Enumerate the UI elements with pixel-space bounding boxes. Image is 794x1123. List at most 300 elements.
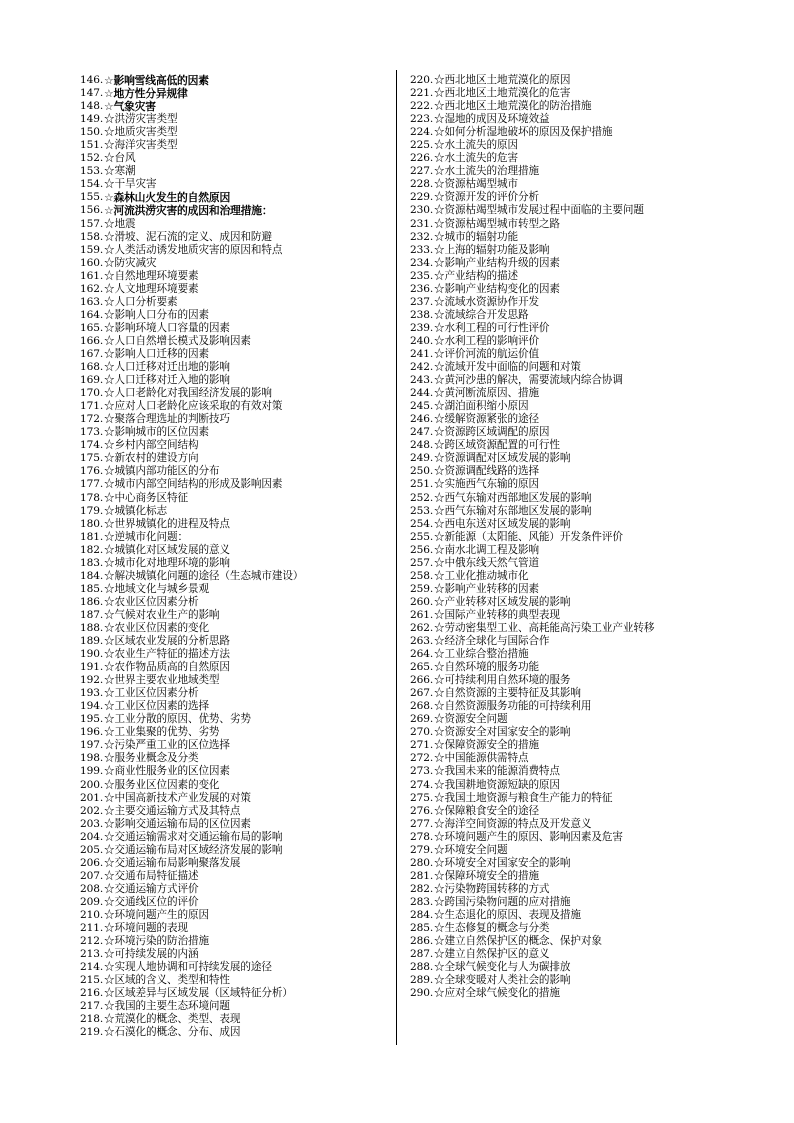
item-text: ☆评价河流的航运价值 [434, 347, 539, 360]
item-text: ☆乡村内部空间结构 [104, 439, 199, 452]
item-text: ☆水利工程的可行性评价 [434, 321, 550, 334]
item-number: 265. [410, 661, 434, 674]
list-item [80, 244, 396, 257]
item-text: ☆如何分析湿地破坏的原因及保护措施 [434, 126, 613, 139]
list-item [410, 139, 780, 152]
list-item [410, 818, 780, 831]
item-number: 157. [80, 217, 104, 230]
item-number: 205. [80, 843, 104, 856]
item-text: ☆应对全球气候变化的措施 [434, 987, 560, 1000]
item-text: ☆滑坡、泥石流的定义、成因和防避 [104, 230, 272, 243]
item-text: ☆工业集聚的优势、劣势 [104, 726, 220, 739]
item-text: ☆保障资源安全的措施 [434, 739, 539, 752]
list-item [410, 152, 780, 165]
item-number: 170. [80, 387, 104, 400]
item-text: ☆逆城市化问题： [104, 530, 188, 543]
list-item [80, 1013, 396, 1026]
list-item [410, 452, 780, 465]
list-item [410, 335, 780, 348]
item-number: 187. [80, 608, 104, 621]
item-number: 242. [410, 361, 434, 374]
item-number: 216. [80, 987, 104, 1000]
item-number: 166. [80, 334, 104, 347]
item-number: 276. [410, 804, 434, 817]
item-number: 158. [80, 230, 104, 243]
item-text: ☆劳动密集型工业、高耗能高污染工业产业转移 [434, 621, 655, 634]
item-number: 226. [410, 152, 434, 165]
item-text: ☆可持续发展的内涵 [104, 948, 199, 961]
item-text: ☆主要交通运输方式及其特点 [104, 804, 241, 817]
item-text: ☆城市化对地理环境的影响 [104, 556, 230, 569]
list-item [80, 270, 396, 283]
item-text: ☆工业化推动城市化 [434, 569, 529, 582]
list-item [80, 400, 396, 413]
list-item [410, 191, 780, 204]
item-text: ☆新能源（太阳能、风能）开发条件评价 [434, 530, 623, 543]
list-item [80, 909, 396, 922]
item-number: 236. [410, 282, 434, 295]
item-number: 249. [410, 452, 434, 465]
item-number: 181. [80, 530, 104, 543]
item-text: ☆自然资源的主要特征及其影响 [434, 687, 581, 700]
item-number: 246. [410, 413, 434, 426]
item-text: ☆气象灾害 [104, 100, 156, 114]
item-number: 176. [80, 465, 104, 478]
list-item [80, 609, 396, 622]
item-number: 261. [410, 608, 434, 621]
item-text: ☆人口老龄化对我国经济发展的影响 [104, 387, 272, 400]
list-item [410, 739, 780, 752]
item-number: 224. [410, 126, 434, 139]
list-item [410, 544, 780, 557]
item-text: ☆流域水资源协作开发 [434, 295, 539, 308]
right-column-list [410, 74, 780, 1000]
item-number: 168. [80, 361, 104, 374]
list-item [80, 726, 396, 739]
item-number: 151. [80, 139, 104, 152]
list-item [80, 191, 396, 204]
item-text: ☆缓解资源紧张的途径 [434, 413, 539, 426]
list-item [410, 218, 780, 231]
item-text: ☆自然资源服务功能的可持续利用 [434, 700, 592, 713]
item-text: ☆影响环境人口容量的因素 [104, 321, 230, 334]
list-item [80, 739, 396, 752]
item-number: 219. [80, 1026, 104, 1039]
item-number: 277. [410, 817, 434, 830]
list-item [80, 818, 396, 831]
item-number: 221. [410, 87, 434, 100]
item-number: 218. [80, 1013, 104, 1026]
list-item [410, 439, 780, 452]
item-text: ☆我国土地资源与粮食生产能力的特征 [434, 791, 613, 804]
item-number: 175. [80, 452, 104, 465]
item-text: ☆影响人口分布的因素 [104, 308, 209, 321]
item-number: 239. [410, 321, 434, 334]
item-text: ☆湖泊面积缩小原因 [434, 400, 529, 413]
item-number: 252. [410, 491, 434, 504]
item-number: 195. [80, 713, 104, 726]
list-item [410, 478, 780, 491]
item-text: ☆城市内部空间结构的形成及影响因素 [104, 478, 283, 491]
item-number: 207. [80, 869, 104, 882]
item-number: 204. [80, 830, 104, 843]
item-text: ☆生态修复的概念与分类 [434, 922, 550, 935]
item-number: 173. [80, 426, 104, 439]
item-number: 289. [410, 974, 434, 987]
item-text: ☆交通运输方式评价 [104, 882, 199, 895]
list-item [80, 961, 396, 974]
item-number: 264. [410, 648, 434, 661]
item-text: ☆资源安全对国家安全的影响 [434, 726, 571, 739]
list-item [80, 844, 396, 857]
item-number: 211. [80, 922, 104, 935]
item-number: 253. [410, 504, 434, 517]
item-text: ☆湿地的成因及环境效益 [434, 113, 550, 126]
item-number: 254. [410, 517, 434, 530]
item-text: ☆实现人地协调和可持续发展的途径 [104, 961, 272, 974]
item-text: ☆服务业区位因素的变化 [104, 778, 220, 791]
item-number: 186. [80, 595, 104, 608]
item-number: 161. [80, 269, 104, 282]
list-item [80, 935, 396, 948]
item-text: ☆水土流失的治理措施 [434, 165, 539, 178]
list-item [410, 726, 780, 739]
item-text: ☆中心商务区特征 [104, 491, 188, 504]
list-item [80, 648, 396, 661]
list-item [410, 570, 780, 583]
list-item [410, 857, 780, 870]
list-item [410, 622, 780, 635]
list-item [410, 557, 780, 570]
item-number: 147. [80, 87, 104, 100]
item-number: 152. [80, 152, 104, 165]
item-number: 163. [80, 295, 104, 308]
item-text: ☆地域文化与城乡景观 [104, 582, 209, 595]
item-text: ☆水土流失的危害 [434, 152, 518, 165]
list-item [80, 1026, 396, 1039]
item-number: 259. [410, 582, 434, 595]
item-text: ☆全球气候变化与人为碳排放 [434, 961, 571, 974]
item-number: 199. [80, 765, 104, 778]
list-item [80, 974, 396, 987]
item-number: 245. [410, 400, 434, 413]
item-number: 229. [410, 191, 434, 204]
item-text: ☆环境问题的表现 [104, 922, 188, 935]
item-text: ☆我国耕地资源短缺的原因 [434, 778, 560, 791]
item-text: ☆实施西气东输的原因 [434, 478, 539, 491]
list-item [80, 583, 396, 596]
list-item [80, 87, 396, 100]
item-text: ☆影响产业转移的因素 [434, 582, 539, 595]
item-text: ☆农业区位因素的变化 [104, 621, 209, 634]
item-number: 179. [80, 504, 104, 517]
item-text: ☆流域开发中面临的问题和对策 [434, 361, 581, 374]
item-number: 217. [80, 1000, 104, 1013]
item-text: ☆影响交通运输布局的区位因素 [104, 817, 251, 830]
item-number: 171. [80, 400, 104, 413]
item-number: 172. [80, 413, 104, 426]
list-item [410, 805, 780, 818]
item-number: 183. [80, 556, 104, 569]
list-item [410, 935, 780, 948]
list-item [80, 765, 396, 778]
item-text: ☆城镇内部功能区的分布 [104, 465, 220, 478]
item-text: ☆中国能源供需特点 [434, 752, 529, 765]
list-item [80, 544, 396, 557]
item-text: ☆聚落合理选址的判断技巧 [104, 413, 230, 426]
item-number: 156. [80, 204, 104, 217]
list-item [80, 178, 396, 191]
item-number: 178. [80, 491, 104, 504]
item-text: ☆建立自然保护区的概念、保护对象 [434, 935, 602, 948]
list-item [410, 100, 780, 113]
item-number: 185. [80, 582, 104, 595]
item-number: 266. [410, 674, 434, 687]
list-item [410, 779, 780, 792]
item-text: ☆中国高新技术产业发展的对策 [104, 791, 251, 804]
list-item [80, 661, 396, 674]
item-number: 153. [80, 165, 104, 178]
item-number: 258. [410, 569, 434, 582]
item-text: ☆影响雪线高低的因素 [104, 74, 209, 87]
item-text: ☆西北地区土地荒漠化的原因 [434, 74, 571, 86]
item-text: ☆台风 [104, 152, 136, 165]
item-text: ☆地震 [104, 217, 136, 230]
item-text: ☆产业结构的描述 [434, 269, 518, 282]
item-number: 188. [80, 621, 104, 634]
item-number: 230. [410, 204, 434, 217]
list-item [80, 1000, 396, 1013]
list-item [80, 322, 396, 335]
item-number: 255. [410, 530, 434, 543]
item-text: ☆城镇化标志 [104, 504, 167, 517]
list-item [410, 387, 780, 400]
list-item [410, 465, 780, 478]
left-column-list [80, 74, 396, 1039]
item-text: ☆资源枯竭型城市发展过程中面临的主要问题 [434, 204, 644, 217]
item-text: ☆水利工程的影响评价 [434, 334, 539, 347]
list-item [410, 713, 780, 726]
list-item [80, 257, 396, 270]
list-item [410, 961, 780, 974]
list-item [80, 857, 396, 870]
item-text: ☆人口迁移对迁入地的影响 [104, 374, 230, 387]
item-text: ☆环境安全问题 [434, 843, 508, 856]
item-text: ☆人类活动诱发地质灾害的原因和特点 [104, 243, 283, 256]
item-text: ☆西北地区土地荒漠化的危害 [434, 87, 571, 100]
item-number: 268. [410, 700, 434, 713]
list-item [80, 635, 396, 648]
item-number: 208. [80, 882, 104, 895]
list-item [80, 687, 396, 700]
list-item [80, 531, 396, 544]
list-item [410, 165, 780, 178]
item-text: ☆解决城镇化问题的途径（生态城市建设） [104, 569, 304, 582]
item-number: 279. [410, 843, 434, 856]
item-number: 284. [410, 909, 434, 921]
item-number: 191. [80, 661, 104, 674]
list-item [80, 987, 396, 1000]
list-item [410, 844, 780, 857]
item-text: ☆交通运输布局对区域经济发展的影响 [104, 843, 283, 856]
list-item [410, 204, 780, 217]
item-text: ☆区域的含义、类型和特性 [104, 974, 230, 987]
item-text: ☆保障环境安全的措施 [434, 869, 539, 882]
item-text: ☆流域综合开发思路 [434, 308, 529, 321]
item-number: 270. [410, 726, 434, 739]
item-number: 256. [410, 543, 434, 556]
item-text: ☆跨区域资源配置的可行性 [434, 439, 560, 452]
item-text: ☆西北地区土地荒漠化的防治措施 [434, 100, 592, 113]
item-text: ☆交通线区位的评价 [104, 895, 199, 908]
item-number: 260. [410, 595, 434, 608]
item-text: ☆资源调配对区域发展的影响 [434, 452, 571, 465]
item-text: ☆环境污染的防治措施 [104, 935, 209, 948]
item-number: 149. [80, 113, 104, 126]
item-text: ☆世界城镇化的进程及特点 [104, 517, 230, 530]
item-text: ☆交通运输布局影响聚落发展 [104, 856, 241, 869]
item-text: ☆自然环境的服务功能 [434, 661, 539, 674]
list-item [410, 113, 780, 126]
list-item [80, 452, 396, 465]
item-number: 235. [410, 269, 434, 282]
list-item [410, 648, 780, 661]
item-number: 273. [410, 765, 434, 778]
item-text: ☆洪涝灾害类型 [104, 113, 178, 126]
list-item [410, 974, 780, 987]
item-text: ☆资源枯竭型城市转型之路 [434, 217, 560, 230]
item-text: ☆我国的主要生态环境问题 [104, 1000, 230, 1013]
item-number: 210. [80, 909, 104, 921]
list-item [410, 283, 780, 296]
item-text: ☆污染物跨国转移的方式 [434, 882, 550, 895]
list-item [80, 74, 396, 87]
item-text: ☆影响产业结构升级的因素 [434, 256, 560, 269]
item-number: 271. [410, 739, 434, 752]
item-number: 267. [410, 687, 434, 700]
list-item [80, 948, 396, 961]
list-item [80, 335, 396, 348]
item-text: ☆生态退化的原因、表现及措施 [434, 909, 581, 921]
item-number: 288. [410, 961, 434, 974]
item-number: 237. [410, 295, 434, 308]
item-number: 233. [410, 243, 434, 256]
item-number: 214. [80, 961, 104, 974]
item-text: ☆中俄东线天然气管道 [434, 556, 539, 569]
item-text: ☆寒潮 [104, 165, 136, 178]
item-text: ☆交通运输需求对交通运输布局的影响 [104, 830, 283, 843]
item-number: 162. [80, 282, 104, 295]
item-number: 272. [410, 752, 434, 765]
list-item [80, 426, 396, 439]
item-text: ☆西电东送对区域发展的影响 [434, 517, 571, 530]
list-item [80, 674, 396, 687]
list-item [410, 413, 780, 426]
list-item [80, 870, 396, 883]
item-text: ☆海洋空间资源的特点及开发意义 [434, 817, 592, 830]
list-item [80, 779, 396, 792]
item-text: ☆影响人口迁移的因素 [104, 347, 209, 360]
list-item [80, 922, 396, 935]
item-text: ☆环境问题产生的原因、影响因素及危害 [434, 830, 623, 843]
item-number: 275. [410, 791, 434, 804]
item-number: 232. [410, 230, 434, 243]
list-item [80, 348, 396, 361]
list-item [80, 896, 396, 909]
item-text: ☆上海的辐射功能及影响 [434, 243, 550, 256]
item-text: ☆区域农业发展的分析思路 [104, 635, 230, 648]
item-text: ☆资源安全问题 [434, 713, 508, 726]
item-number: 184. [80, 569, 104, 582]
list-item [80, 413, 396, 426]
list-item [80, 439, 396, 452]
list-item [80, 231, 396, 244]
list-item [410, 831, 780, 844]
item-text: ☆农业生产特征的描述方法 [104, 648, 230, 661]
item-number: 155. [80, 191, 104, 204]
list-item [410, 309, 780, 322]
item-text: ☆城市的辐射功能 [434, 230, 518, 243]
item-text: ☆人口分析要素 [104, 295, 178, 308]
item-text: ☆气候对农业生产的影响 [104, 608, 220, 621]
item-number: 286. [410, 935, 434, 948]
item-number: 196. [80, 726, 104, 739]
item-text: ☆资源跨区域调配的原因 [434, 426, 550, 439]
item-number: 281. [410, 869, 434, 882]
item-text: ☆干旱灾害 [104, 178, 157, 191]
item-number: 213. [80, 948, 104, 961]
item-text: ☆应对人口老龄化应该采取的有效对策 [104, 400, 283, 413]
item-number: 189. [80, 635, 104, 648]
list-item [410, 518, 780, 531]
item-number: 167. [80, 347, 104, 360]
list-item [410, 178, 780, 191]
list-item [80, 713, 396, 726]
list-item [80, 204, 396, 217]
item-number: 165. [80, 321, 104, 334]
item-text: ☆世界主要农业地域类型 [104, 674, 220, 687]
list-item [410, 244, 780, 257]
item-number: 290. [410, 987, 434, 1000]
item-number: 241. [410, 347, 434, 360]
item-text: ☆经济全球化与国际合作 [434, 635, 550, 648]
item-number: 263. [410, 635, 434, 648]
list-item [80, 596, 396, 609]
item-text: ☆区域差异与区域发展（区域特征分析） [104, 987, 293, 1000]
list-item [80, 752, 396, 765]
item-number: 287. [410, 948, 434, 961]
list-item [410, 765, 780, 778]
item-number: 247. [410, 426, 434, 439]
item-text: ☆地方性分异规律 [104, 87, 188, 101]
item-text: ☆资源调配线路的选择 [434, 465, 539, 478]
item-number: 234. [410, 256, 434, 269]
item-number: 201. [80, 791, 104, 804]
item-text: ☆人口迁移对迁出地的影响 [104, 361, 230, 374]
item-number: 285. [410, 922, 434, 935]
item-number: 250. [410, 465, 434, 478]
item-text: ☆工业区位因素分析 [104, 687, 199, 700]
item-text: ☆农业区位因素分析 [104, 595, 199, 608]
list-item [410, 687, 780, 700]
item-text: ☆地质灾害类型 [104, 126, 178, 139]
item-number: 164. [80, 308, 104, 321]
item-number: 148. [80, 100, 104, 113]
item-number: 248. [410, 439, 434, 452]
item-number: 182. [80, 543, 104, 556]
item-text: ☆保障粮食安全的途径 [434, 804, 539, 817]
list-item [80, 218, 396, 231]
